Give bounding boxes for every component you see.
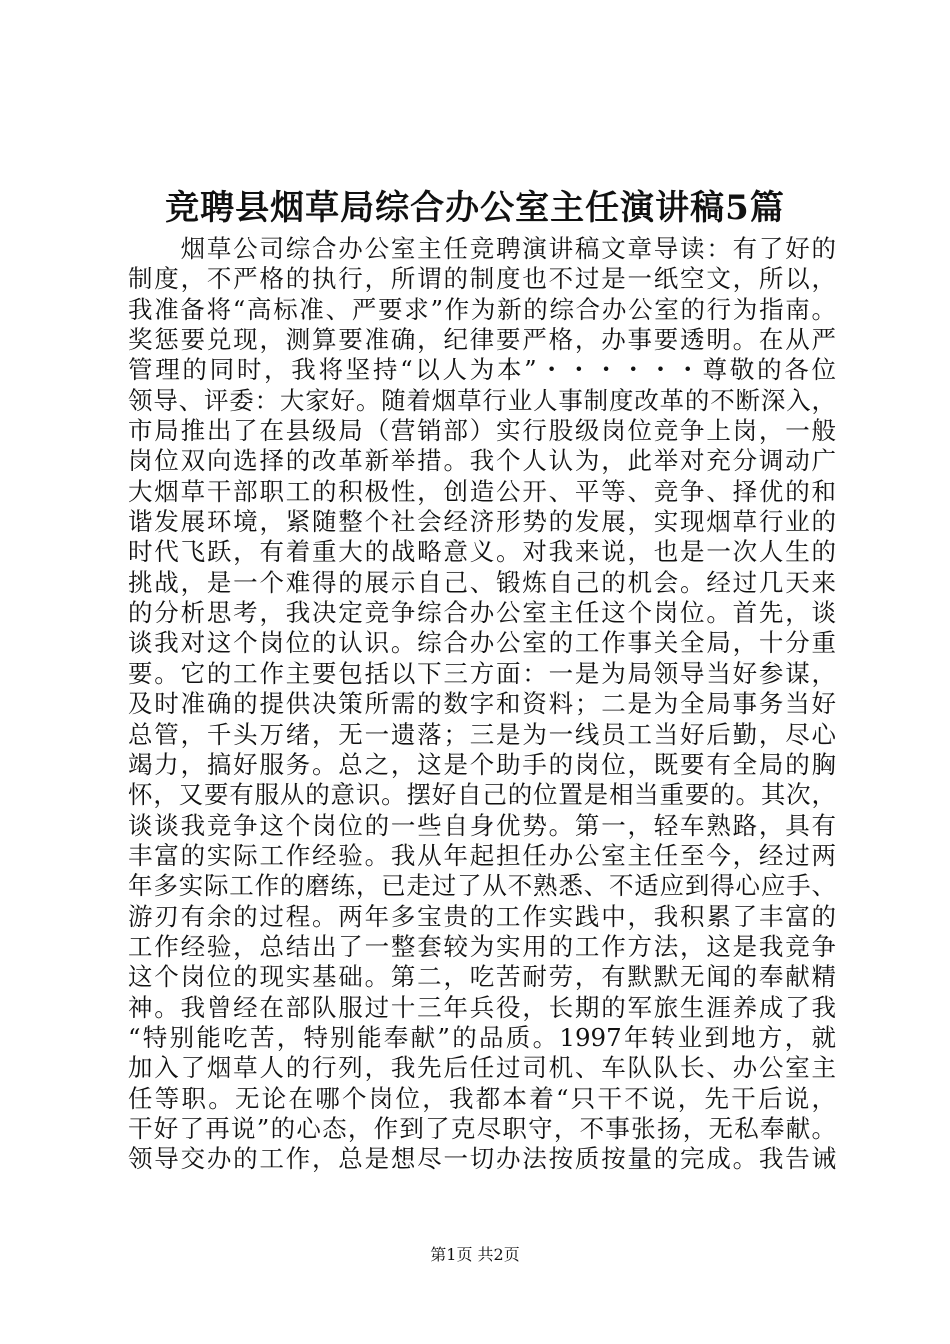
body-line: 及时准确的提供决策所需的数字和资料；二是为全局事务当好: [128, 689, 836, 719]
body-line: 谈我对这个岗位的认识。综合办公室的工作事关全局，十分重: [128, 628, 836, 658]
body-line: 领导交办的工作，总是想尽一切办法按质按量的完成。我告诫: [128, 1144, 836, 1174]
body-line: 奖惩要兑现，测算要准确，纪律要严格，办事要透明。在从严: [128, 325, 836, 355]
body-line: 制度，不严格的执行，所谓的制度也不过是一纸空文，所以，: [128, 264, 836, 294]
body-line: 时代飞跃，有着重大的战略意义。对我来说，也是一次人生的: [128, 537, 836, 567]
body-line: 谐发展环境，紧随整个社会经济形势的发展，实现烟草行业的: [128, 507, 836, 537]
body-line: 怀，又要有服从的意识。摆好自己的位置是相当重要的。其次，: [128, 780, 836, 810]
body-line: 大烟草干部职工的积极性，创造公开、平等、竞争、择优的和: [128, 476, 836, 506]
body-line: 年多实际工作的磨练，已走过了从不熟悉、不适应到得心应手、: [128, 871, 836, 901]
body-line: 的分析思考，我决定竞争综合办公室主任这个岗位。首先，谈: [128, 598, 836, 628]
body-line: 要。它的工作主要包括以下三方面：一是为局领导当好参谋，: [128, 658, 836, 688]
body-line: 我准备将“高标准、严要求”作为新的综合办公室的行为指南。: [128, 294, 836, 324]
body-line: 岗位双向选择的改革新举措。我个人认为，此举对充分调动广: [128, 446, 836, 476]
body-line: 丰富的实际工作经验。我从年起担任办公室主任至今，经过两: [128, 840, 836, 870]
body-line: “特别能吃苦，特别能奉献”的品质。1997年转业到地方，就: [128, 1022, 836, 1052]
body-line: 管理的同时，我将坚持“以人为本”・・・・・・尊敬的各位: [128, 355, 836, 385]
body-line: 总管，千头万绪，无一遗落；三是为一线员工当好后勤，尽心: [128, 719, 836, 749]
page-number-footer: 第1页 共2页: [430, 1245, 520, 1264]
body-line: 加入了烟草人的行列，我先后任过司机、车队队长、办公室主: [128, 1053, 836, 1083]
body-line: 这个岗位的现实基础。第二，吃苦耐劳，有默默无闻的奉献精: [128, 962, 836, 992]
body-line: 市局推出了在县级局（营销部）实行股级岗位竞争上岗，一般: [128, 416, 836, 446]
body-line: 游刃有余的过程。两年多宝贵的工作实践中，我积累了丰富的: [128, 901, 836, 931]
body-line: 谈谈我竞争这个岗位的一些自身优势。第一，轻车熟路，具有: [128, 810, 836, 840]
body-line: 工作经验，总结出了一整套较为实用的工作方法，这是我竞争: [128, 931, 836, 961]
document-title: 竞聘县烟草局综合办公室主任演讲稿5篇: [165, 188, 785, 228]
body-line: 烟草公司综合办公室主任竞聘演讲稿文章导读：有了好的: [128, 234, 836, 263]
document-body: [128, 234, 836, 1175]
body-line: 挑战，是一个难得的展示自己、锻炼自己的机会。经过几天来: [128, 567, 836, 597]
body-line: 干好了再说”的心态，作到了克尽职守，不事张扬，无私奉献。: [128, 1113, 836, 1143]
body-line: 竭力，搞好服务。总之，这是个助手的岗位，既要有全局的胸: [128, 749, 836, 779]
body-line: 领导、评委：大家好。随着烟草行业人事制度改革的不断深入，: [128, 385, 836, 415]
body-line: 任等职。无论在哪个岗位，我都本着“只干不说，先干后说，: [128, 1083, 836, 1113]
body-line: 神。我曾经在部队服过十三年兵役，长期的军旅生涯养成了我: [128, 992, 836, 1022]
